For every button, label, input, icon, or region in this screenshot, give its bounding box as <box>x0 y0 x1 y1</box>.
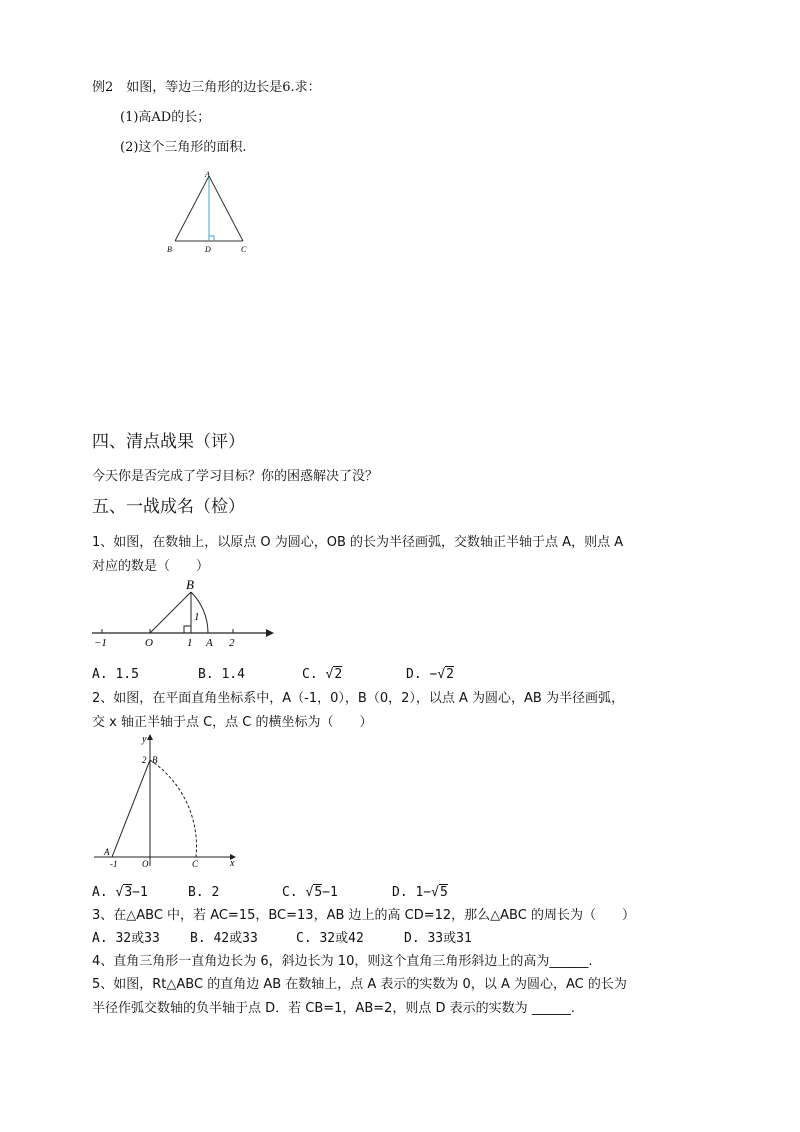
p3-option-c: C. 32或42 <box>296 931 364 946</box>
section-5-heading: 五、一战成名（检） <box>92 497 245 517</box>
p2-option-d-prefix: D. 1− <box>392 885 432 900</box>
example-question-2: (2)这个三角形的面积. <box>120 140 247 155</box>
origin-label: O <box>145 637 153 649</box>
p2-option-a-prefix: A. <box>92 885 116 900</box>
vertex-d-label: D <box>205 245 211 254</box>
p1-option-a: A. 1.5 <box>92 667 139 682</box>
p1-option-d-radicand: 2 <box>446 667 454 682</box>
side-label: 1 <box>194 611 200 623</box>
coordinate-figure <box>92 730 242 870</box>
example-question-1: (1)高AD的长； <box>120 110 211 125</box>
p1-option-d-prefix: D. − <box>406 667 438 682</box>
problem-4-line-1: 4、直角三角形一直角边长为 6，斜边长为 10，则这个直角三角形斜边上的高为______. <box>92 954 593 969</box>
p3-option-a: A. 32或33 <box>92 931 160 946</box>
problem-2-line-2: 交 x 轴正半轴于点 C，点 C 的横坐标为（ ） <box>92 715 373 730</box>
p2-option-c: C. √5−1 <box>282 885 338 900</box>
point-b-label: B <box>152 755 158 765</box>
problem-1-line-1: 1、如图，在数轴上，以原点 O 为圆心，OB 的长为半径画弧，交数轴正半轴于点 A，则点 A <box>92 535 624 550</box>
tick-2: 2 <box>229 637 235 649</box>
p1-option-c-radicand: 2 <box>334 667 343 682</box>
a-label: A <box>206 637 213 649</box>
problem-1-line-2: 对应的数是（ ） <box>92 559 210 574</box>
p2-option-c-prefix: C. <box>282 885 306 900</box>
p2-option-b: B. 2 <box>188 885 220 900</box>
p1-option-b: B. 1.4 <box>198 667 245 682</box>
problem-3-line-1: 3、在△ABC 中，若 AC=15，BC=13，AB 边上的高 CD=12，那么△ABC 的周长为（ ） <box>92 908 635 923</box>
p2-option-a-radicand: 3 <box>124 885 133 900</box>
point-c-label: C <box>192 859 199 869</box>
p3-option-d: D. 33或31 <box>404 931 472 946</box>
p2-option-a-suffix: −1 <box>132 885 148 900</box>
problem-5-line-1: 5、如图，Rt△ABC 的直角边 AB 在数轴上，点 A 表示的实数为 0，以 A 为圆心，AC 的长为 <box>92 977 627 992</box>
number-line-figure <box>88 578 273 648</box>
section-4-heading: 四、清点战果（评） <box>92 432 245 452</box>
p3-option-b: B. 42或33 <box>190 931 258 946</box>
p1-option-c: C. √2 <box>302 667 343 682</box>
p2-option-c-suffix: −1 <box>322 885 338 900</box>
equilateral-triangle-figure <box>165 168 260 258</box>
p1-option-c-prefix: C. <box>302 667 326 682</box>
vertex-c-label: C <box>241 245 247 254</box>
p2-option-a: A. √3−1 <box>92 885 148 900</box>
p1-option-d: D. −√2 <box>406 667 454 682</box>
point-a-label: A <box>104 847 110 857</box>
section-4-text: 今天你是否完成了学习目标？你的困惑解决了没？ <box>92 469 379 484</box>
problem-5-line-2: 半径作弧交数轴的负半轴于点 D．若 CB=1，AB=2，则点 D 表示的实数为 ______. <box>92 1001 575 1016</box>
tick-minus-1: −1 <box>94 637 107 649</box>
origin-o-label: O <box>142 859 149 869</box>
x-axis-label: x <box>230 858 235 869</box>
y-axis-label: y <box>142 734 147 745</box>
p2-option-d-radicand: 5 <box>439 885 448 900</box>
y-tick-2: 2 <box>142 755 147 765</box>
b-label: B <box>186 577 194 592</box>
problem-2-line-1: 2、如图，在平面直角坐标系中，A（-1，0），B（0，2），以点 A 为圆心，AB 为半径画弧， <box>92 691 624 706</box>
vertex-a-label: A <box>205 170 210 179</box>
example-title: 例2 如图，等边三角形的边长是6.求： <box>92 80 321 95</box>
x-tick-minus-1: -1 <box>110 859 118 869</box>
vertex-b-label: B <box>167 245 172 254</box>
tick-1: 1 <box>187 637 193 649</box>
p2-option-d: D. 1−√5 <box>392 885 448 900</box>
p2-option-c-radicand: 5 <box>314 885 323 900</box>
